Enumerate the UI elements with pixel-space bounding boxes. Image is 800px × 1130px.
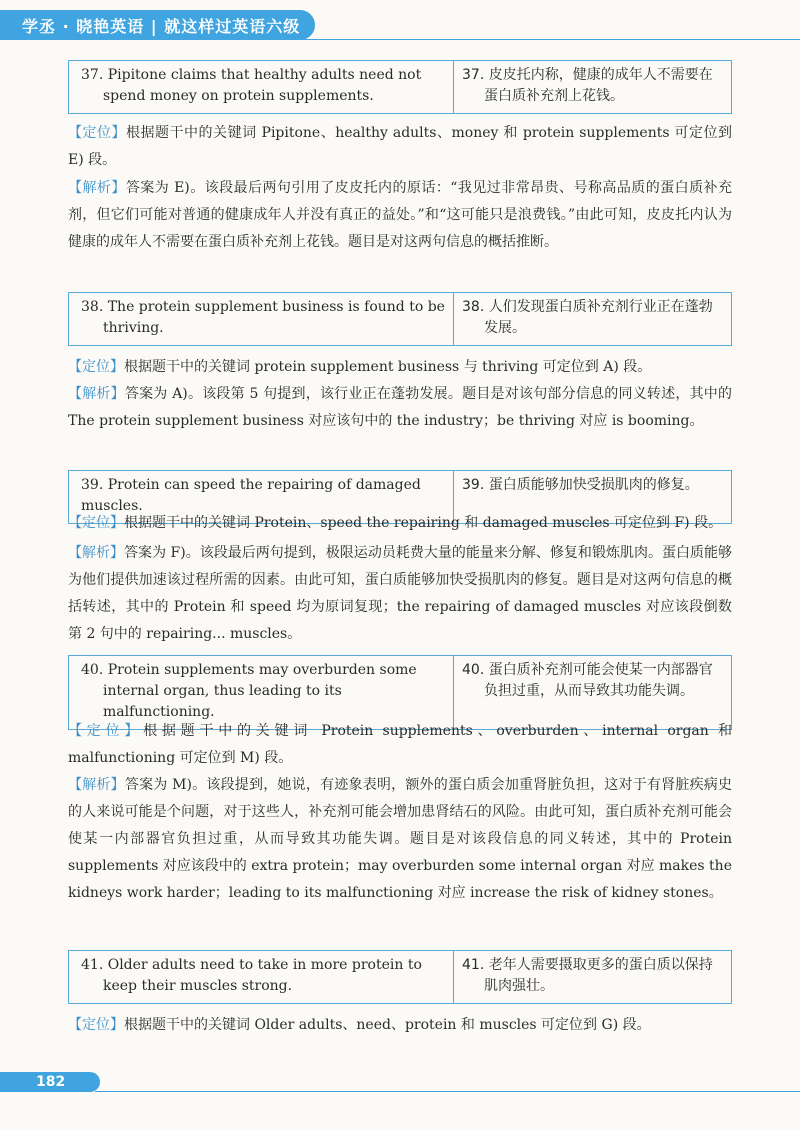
locate-39: 【定位】根据题干中的关键词 Protein、speed the repairing 和 damaged muscles 可定位到 F) 段。 — [68, 515, 723, 531]
locate-37: 【定位】根据题干中的关键词 Pipitone、healthy adults、money 和 protein supplements 可定位到 E) 段。 — [68, 125, 733, 168]
locate-tag: 【定位】 — [68, 515, 124, 531]
question-en-39: 39. Protein can speed the repairing of damaged muscles. — [69, 471, 454, 523]
analysis-39: 【解析】答案为 F)。该段最后两句提到，极限运动员耗费大量的能量来分解、修复和锻炼肌肉。蛋白质能够为他们提供加速该过程所需的因素。由此可知，蛋白质能够加快受损肌肉的修复。题目是对这两句信息的概括转述，其中的 Protein 和 speed 均为原词复现；the repairing of damaged muscles 对应该段倒数第 2 句中的 repairing... muscles。 — [68, 545, 733, 642]
question-box-41 — [68, 950, 732, 1004]
locate-tag: 【定位】 — [68, 359, 124, 375]
page-number: 182 — [36, 1074, 66, 1090]
analysis-40: 【解析】答案为 M)。该段提到，她说，有迹象表明，额外的蛋白质会加重肾脏负担，这对于有肾脏疾病史的人来说可能是个问题，对于这些人，补充剂可能会增加患肾结石的风险。由此可知，蛋白质补充剂可能会使某一内部器官负担过重，从而导致其功能失调。题目是对该段信息的同义转述，其中的 Protein supplements 对应该段中的 extra protein；may overburden some internal organ 对应 makes the kidneys work harder；leading to its malfunctioning 对应 increase the risk of kidney stones。 — [68, 777, 733, 901]
analysis-tag: 【解析】 — [68, 545, 125, 561]
locate-38: 【定位】根据题干中的关键词 protein supplement business 与 thriving 可定位到 A) 段。 — [68, 359, 652, 375]
question-en-37: 37. Pipitone claims that healthy adults need not spend money on protein supplements. — [69, 61, 454, 113]
locate-tag: 【定位】 — [68, 723, 144, 739]
analysis-tag: 【解析】 — [68, 777, 125, 793]
question-box-37 — [68, 60, 732, 114]
locate-40: 【定位】根据题干中的关键词 Protein supplements、overburden、internal organ 和 malfunctioning 可定位到 M) 段。 — [68, 723, 732, 766]
analysis-tag: 【解析】 — [68, 180, 126, 196]
analysis-38: 【解析】答案为 A)。该段第 5 句提到，该行业正在蓬勃发展。题目是对该句部分信息的同义转述，其中的 The protein supplement business 对应该句中的 the industry；be thriving 对应 is booming。 — [68, 386, 733, 429]
locate-tag: 【定位】 — [68, 1017, 124, 1033]
footer-rule — [95, 1091, 800, 1092]
question-box-38 — [68, 292, 732, 346]
locate-tag: 【定位】 — [68, 125, 127, 141]
question-en-38: 38. The protein supplement business is found to be thriving. — [69, 293, 454, 345]
question-en-41: 41. Older adults need to take in more protein to keep their muscles strong. — [69, 951, 454, 1003]
question-en-40: 40. Protein supplements may overburden some internal organ, thus leading to its malfunctioning. — [69, 656, 454, 729]
question-zh-38: 38. 人们发现蛋白质补充剂行业正在蓬勃发展。 — [462, 299, 713, 336]
header-title: 学丞 · 晓艳英语 | 就这样过英语六级 — [22, 17, 301, 36]
header-rule — [300, 39, 800, 40]
page-header — [0, 0, 800, 44]
analysis-37: 【解析】答案为 E)。该段最后两句引用了皮皮托内的原话：“我见过非常昂贵、号称高品质的蛋白质补充剂，但它们可能对普通的健康成年人并没有真正的益处。”和“这可能只是浪费钱。”由此可知，皮皮托内认为健康的成年人不需要在蛋白质补充剂上花钱。题目是对这两句信息的概括推断。 — [68, 180, 733, 250]
locate-41: 【定位】根据题干中的关键词 Older adults、need、protein 和 muscles 可定位到 G) 段。 — [68, 1017, 651, 1033]
question-zh-39: 39. 蛋白质能够加快受损肌肉的修复。 — [462, 477, 699, 493]
analysis-tag: 【解析】 — [68, 386, 125, 402]
question-zh-41: 41. 老年人需要摄取更多的蛋白质以保持肌肉强壮。 — [462, 957, 713, 994]
question-zh-37: 37. 皮皮托内称，健康的成年人不需要在蛋白质补充剂上花钱。 — [462, 67, 713, 104]
question-zh-40: 40. 蛋白质补充剂可能会使某一内部器官负担过重，从而导致其功能失调。 — [462, 662, 713, 699]
